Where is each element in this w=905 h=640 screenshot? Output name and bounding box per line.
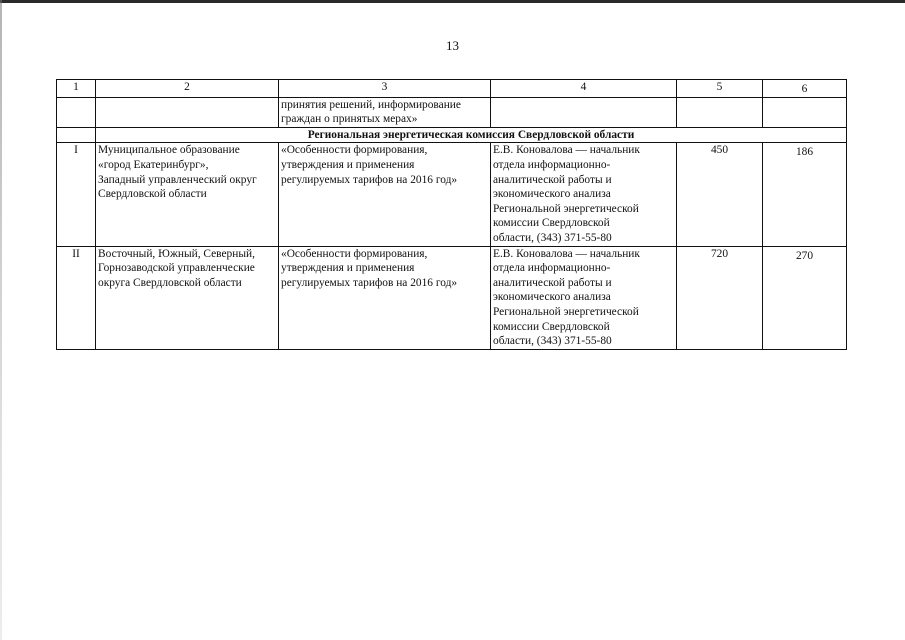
text-line: области, (343) 371-55-80 — [493, 335, 612, 348]
value-cell-col6: 186 — [763, 143, 847, 246]
text-line: «город Екатеринбург», — [98, 158, 209, 171]
text-line: регулируемых тарифов на 2016 год» — [281, 173, 458, 186]
text-line: «Особенности формирования, — [281, 144, 428, 157]
text-line: аналитической работы и — [493, 173, 612, 186]
territory-cell — [96, 143, 279, 246]
value-cell-col5: 450 — [677, 143, 763, 246]
table-cell — [57, 97, 96, 127]
row-number: II — [57, 246, 96, 349]
table-row — [57, 246, 847, 349]
table-cell — [491, 97, 677, 127]
text-line: отдела информационно- — [493, 158, 611, 171]
table-cell — [677, 97, 763, 127]
section-row — [57, 127, 847, 143]
text-line: Е.В. Коновалова — начальник — [493, 247, 640, 260]
text-line: Горнозаводской управленческие — [98, 262, 255, 275]
text-line: «Особенности формирования, — [281, 247, 428, 260]
header-cell: 6 — [763, 80, 847, 98]
header-cell: 3 — [279, 80, 491, 98]
territory-cell — [96, 246, 279, 349]
text-line: Западный управленческий округ — [98, 173, 257, 186]
header-cell: 4 — [491, 80, 677, 98]
text-line: принятия решений, информирование — [281, 98, 461, 111]
text-line: утверждения и применения — [281, 158, 415, 171]
continuation-row — [57, 97, 847, 127]
header-row — [57, 80, 847, 98]
row-number: I — [57, 143, 96, 246]
text-line: округа Свердловской области — [98, 276, 242, 289]
text-line: аналитической работы и — [493, 276, 612, 289]
text-line: регулируемых тарифов на 2016 год» — [281, 276, 458, 289]
text-line: Свердловской области — [98, 188, 207, 201]
responsible-cell — [491, 143, 677, 246]
text-line: Муниципальное образование — [98, 144, 240, 157]
schedule-table — [56, 79, 847, 350]
table-row — [57, 143, 847, 246]
topic-cell — [279, 97, 491, 127]
topic-cell — [279, 143, 491, 246]
text-line: экономического анализа — [493, 291, 611, 304]
text-line: комиссии Свердловской — [493, 320, 610, 333]
text-line: Восточный, Южный, Северный, — [98, 247, 255, 260]
scan-left-edge — [0, 0, 2, 640]
text-line: граждан о принятых мерах» — [281, 113, 418, 126]
table-cell — [57, 127, 96, 143]
text-line: Региональной энергетической — [493, 202, 639, 215]
header-cell: 5 — [677, 80, 763, 98]
table-cell — [763, 97, 847, 127]
text-line: области, (343) 371-55-80 — [493, 231, 612, 244]
text-line: Е.В. Коновалова — начальник — [493, 144, 640, 157]
top-border-line — [0, 0, 905, 3]
text-line: утверждения и применения — [281, 262, 415, 275]
responsible-cell — [491, 246, 677, 349]
header-cell: 2 — [96, 80, 279, 98]
text-line: Региональной энергетической — [493, 305, 639, 318]
text-line: отдела информационно- — [493, 262, 611, 275]
text-line: комиссии Свердловской — [493, 217, 610, 230]
page-number: 13 — [446, 38, 459, 53]
value-cell-col5: 720 — [677, 246, 763, 349]
value-cell-col6: 270 — [763, 246, 847, 349]
section-title: Региональная энергетическая комиссия Свердловской области — [96, 127, 847, 143]
text-line: экономического анализа — [493, 188, 611, 201]
topic-cell — [279, 246, 491, 349]
header-cell: 1 — [57, 80, 96, 98]
table-cell — [96, 97, 279, 127]
